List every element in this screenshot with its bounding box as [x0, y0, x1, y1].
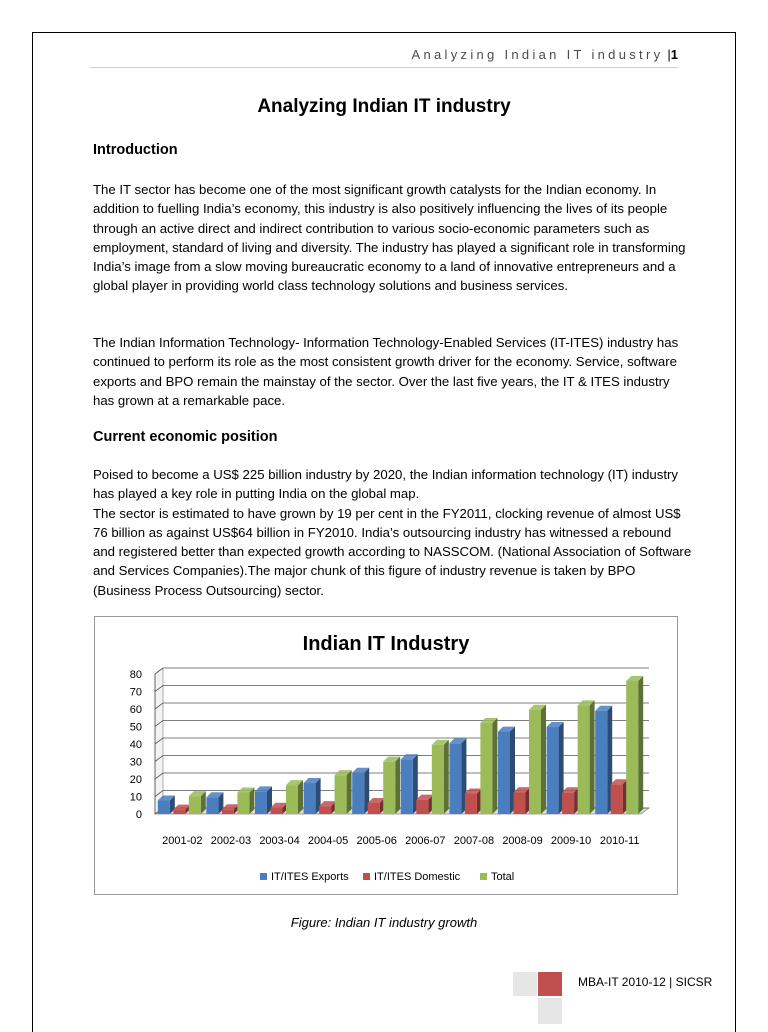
paragraph-text: The Indian Information Technology- Information Technology-Enabled Services (IT-ITES) industry has continued to perform its role as the most consistent growth driver for the economy. Service, software exports and BPO remain the mainstay of the sector. Over the last five years, the IT & ITES industry has grown at a remarkable pace.: [93, 335, 679, 408]
bar: [416, 800, 428, 814]
gridline: [155, 721, 649, 727]
economic-paragraph: [93, 465, 693, 600]
y-tick-label: 80: [129, 669, 142, 681]
footer-square-red: [538, 972, 562, 996]
bar: [401, 759, 413, 814]
bar: [578, 705, 590, 814]
y-tick-label: 60: [129, 704, 142, 716]
y-tick-label: 70: [129, 686, 142, 699]
legend-swatch: [260, 873, 267, 880]
page-number: 1: [670, 47, 678, 62]
bar: [319, 806, 331, 814]
legend-label: Total: [491, 871, 515, 883]
bar: [529, 710, 541, 814]
paragraph-text: The sector is estimated to have grown by 19 per cent in the FY2011, clocking revenue of almost US$ 76 billion as against US$64 billion in FY2010. India’s outsourcing industry has witnessed a rebound and registered better than expected growth according to NASSCOM. (National Association of Software and Services Companies).The major chunk of this figure of industry revenue is taken by BPO (Business Process Outsourcing) sector.: [93, 505, 692, 598]
bar: [547, 727, 559, 814]
bar: [173, 810, 185, 814]
bar: [271, 808, 283, 814]
bar: [562, 792, 574, 814]
x-tick-label: 2007-08: [453, 835, 495, 847]
bar-side: [444, 740, 449, 814]
running-title: Analyzing Indian IT industry: [411, 47, 664, 62]
bar-side: [347, 770, 352, 814]
running-header: [90, 47, 678, 68]
bar-side: [395, 757, 400, 814]
bar: [449, 743, 461, 814]
x-tick-label: 2004-05: [307, 835, 349, 847]
bar: [304, 783, 316, 814]
chart-title: Indian IT Industry: [302, 633, 470, 655]
document-title: Analyzing Indian IT industry: [257, 96, 511, 117]
bar: [335, 775, 347, 814]
bar-side: [590, 700, 595, 814]
bar: [595, 711, 607, 814]
bar-chart: [95, 617, 677, 894]
bar: [626, 681, 638, 814]
y-tick-label: 10: [129, 791, 142, 804]
gridline: [155, 668, 649, 674]
bar-side: [298, 780, 303, 814]
bar: [514, 792, 526, 814]
bar: [480, 723, 492, 814]
bar-side: [541, 705, 546, 814]
legend-swatch: [363, 873, 370, 880]
y-tick-label: 30: [129, 756, 142, 769]
bar: [352, 773, 364, 814]
bar: [255, 791, 267, 814]
x-tick-label: 2009-10: [550, 835, 592, 847]
x-tick-label: 2006-07: [405, 835, 446, 847]
x-tick-label: 2010-11: [599, 835, 640, 847]
header-separator: |: [667, 47, 671, 62]
x-tick-label: 2002-03: [210, 835, 252, 847]
heading-current-economic-position: Current economic position: [93, 429, 278, 445]
y-tick-label: 40: [129, 739, 142, 751]
y-tick-label: 20: [129, 774, 142, 786]
footer-square-gray-2: [538, 998, 562, 1024]
bar: [237, 792, 249, 814]
bar-side: [492, 718, 497, 814]
bar: [286, 785, 298, 814]
bar: [158, 801, 170, 814]
footer-text: MBA-IT 2010-12 | SICSR: [578, 975, 713, 989]
bar: [611, 784, 623, 814]
bar: [368, 803, 380, 814]
bar: [189, 796, 201, 814]
figure-caption: Figure: Indian IT industry growth: [290, 915, 478, 930]
bar: [498, 732, 510, 814]
bar-side: [638, 676, 643, 814]
bar: [206, 797, 218, 814]
heading-introduction: Introduction: [93, 142, 178, 158]
paragraph-text: The IT sector has become one of the most significant growth catalysts for the Indian economy. In addition to fuelling India’s economy, this industry is also positively influencing the lives of its people through an active direct and indirect contribution to various socio-economic parameters such as employment, standard of living and diversity. The industry has played a significant role in transforming India’s image from a slow moving bureaucratic economy to a land of innovative entrepreneurs and a global player in providing world class technology solutions and business services.: [93, 182, 686, 294]
legend-label: IT/ITES Domestic: [374, 871, 461, 883]
bar: [383, 762, 395, 814]
x-tick-label: 2008-09: [502, 835, 543, 847]
gridline: [155, 738, 649, 744]
gridline: [155, 703, 649, 709]
legend-swatch: [480, 873, 487, 880]
x-tick-label: 2005-06: [356, 835, 397, 847]
x-tick-label: 2001-02: [162, 835, 203, 847]
intro-paragraph-2: [93, 333, 693, 410]
intro-paragraph-1: [93, 180, 693, 296]
legend-label: IT/ITES Exports: [271, 871, 349, 883]
gridline: [155, 686, 649, 692]
chart-container: [94, 616, 678, 895]
y-tick-label: 50: [129, 721, 142, 734]
x-tick-label: 2003-04: [259, 835, 300, 847]
bar: [432, 745, 444, 814]
y-tick-label: 0: [135, 809, 142, 821]
paragraph-text: Poised to become a US$ 225 billion industry by 2020, the Indian information technology (IT) industry has played a key role in putting India on the global map.: [93, 467, 678, 502]
bar: [222, 809, 234, 814]
footer-square-gray: [513, 972, 537, 996]
bar: [465, 794, 477, 814]
